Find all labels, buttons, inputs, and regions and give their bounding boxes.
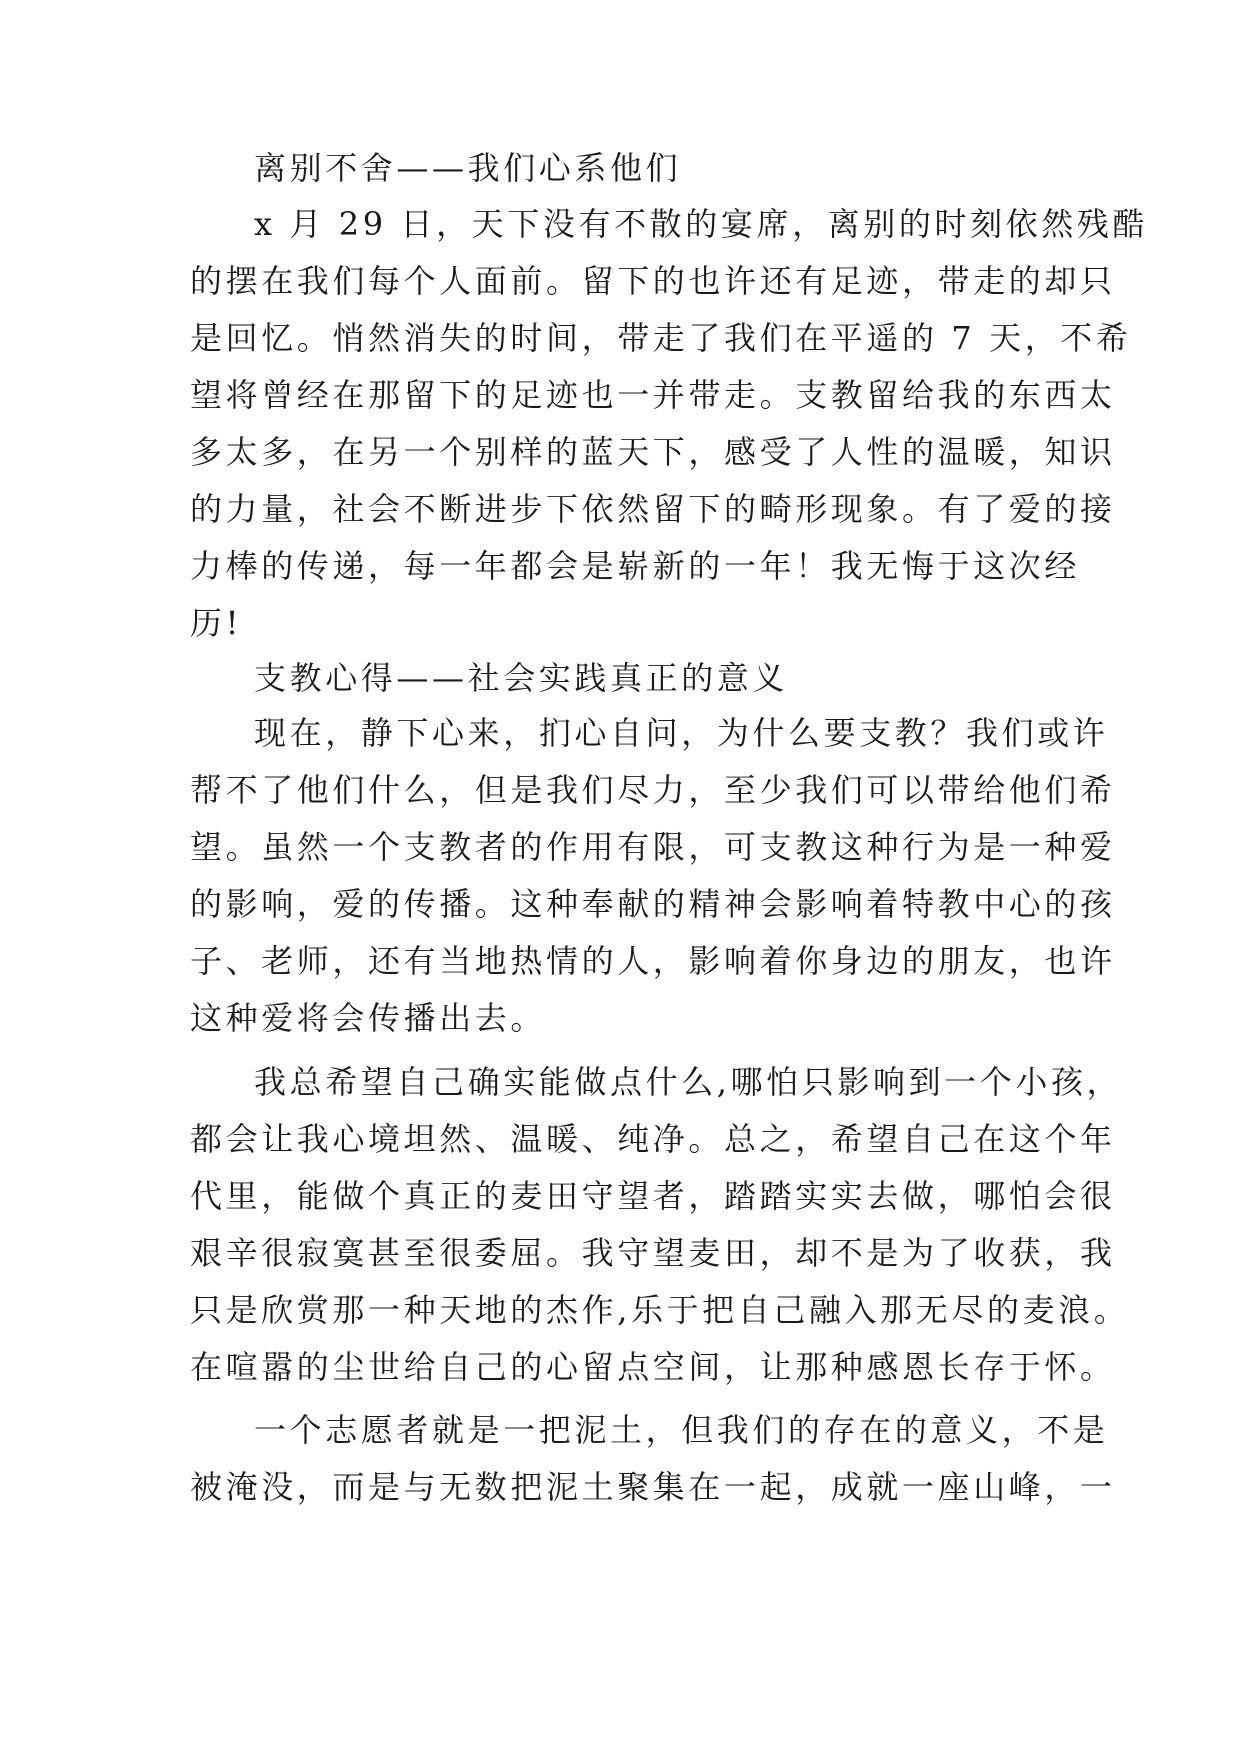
section-heading: 支教心得——社会实践真正的意义 — [254, 659, 789, 697]
paragraph-line: 只是欣赏那一种天地的杰作,乐于把自己融入那无尽的麦浪。 — [190, 1291, 1130, 1329]
paragraph-line: 是回忆。悄然消失的时间，带走了我们在平遥的 7 天，不希 — [190, 319, 1132, 357]
paragraph-line: 的影响，爱的传播。这种奉献的精神会影响着特教中心的孩 — [190, 885, 1116, 923]
paragraph-line: 多太多，在另一个别样的蓝天下，感受了人性的温暖，知识 — [190, 433, 1116, 471]
paragraph-line: 我总希望自己确实能做点什么,哪怕只影响到一个小孩， — [254, 1063, 1123, 1101]
paragraph-line: 艰辛很寂寞甚至很委屈。我守望麦田，却不是为了收获，我 — [190, 1234, 1116, 1272]
paragraph-line: 子、老师，还有当地热情的人，影响着你身边的朋友，也许 — [190, 942, 1116, 980]
paragraph-line: 都会让我心境坦然、温暖、纯净。总之，希望自己在这个年 — [190, 1120, 1116, 1158]
paragraph-line: x 月 29 日，天下没有不散的宴席，离别的时刻依然残酷 — [254, 205, 1149, 243]
paragraph-line: 这种爱将会传播出去。 — [190, 999, 547, 1037]
paragraph-line: 被淹没，而是与无数把泥土聚集在一起，成就一座山峰，一 — [190, 1468, 1116, 1506]
paragraph-line: 历! — [190, 604, 243, 642]
paragraph-line: 帮不了他们什么，但是我们尽力，至少我们可以带给他们希 — [190, 771, 1116, 809]
paragraph-line: 一个志愿者就是一把泥土，但我们的存在的意义，不是 — [254, 1411, 1109, 1449]
paragraph-line: 力棒的传递，每一年都会是崭新的一年！我无悔于这次经 — [190, 547, 1081, 585]
paragraph-line: 的摆在我们每个人面前。留下的也许还有足迹，带走的却只 — [190, 262, 1116, 300]
paragraph-line: 望将曾经在那留下的足迹也一并带走。支教留给我的东西太 — [190, 376, 1116, 414]
paragraph-line: 的力量，社会不断进步下依然留下的畸形现象。有了爱的接 — [190, 490, 1116, 528]
paragraph-line: 在喧嚣的尘世给自己的心留点空间，让那种感恩长存于怀。 — [190, 1348, 1116, 1386]
paragraph-line: 现在，静下心来，扪心自问，为什么要支教？我们或许 — [254, 714, 1109, 752]
paragraph-line: 代里，能做个真正的麦田守望者，踏踏实实去做，哪怕会很 — [190, 1177, 1116, 1215]
section-heading: 离别不舍——我们心系他们 — [254, 149, 682, 187]
paragraph-line: 望。虽然一个支教者的作用有限，可支教这种行为是一种爱 — [190, 828, 1116, 866]
